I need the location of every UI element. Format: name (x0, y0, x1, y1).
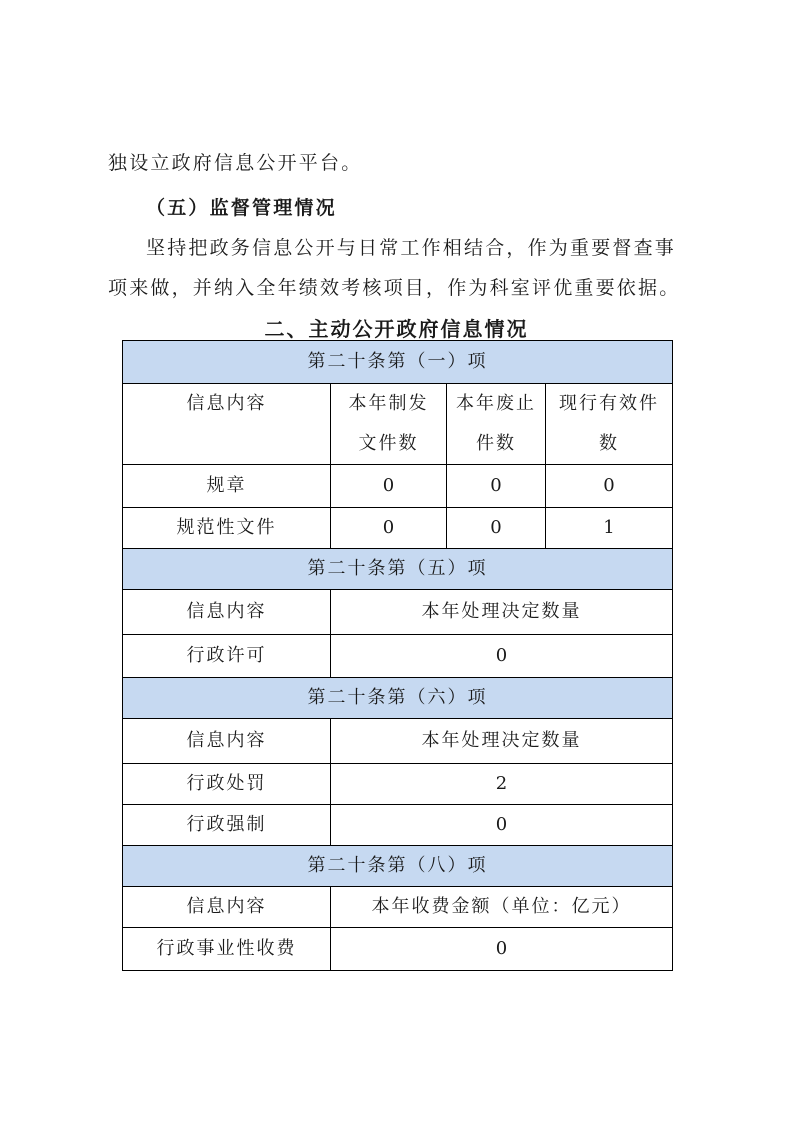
cell-abolished: 0 (447, 465, 546, 508)
header-valid-line1: 现行有效件 (559, 393, 659, 414)
header-value: 本年处理决定数量 (331, 590, 673, 635)
paragraph-line: 独设立政府信息公开平台。 (108, 152, 363, 174)
header-valid-line2: 数 (599, 433, 619, 454)
cell-abolished: 0 (447, 508, 546, 549)
header-issued-line1: 本年制发 (348, 393, 429, 414)
section-title: 第二十条第（一）项 (123, 341, 673, 384)
table-header-row (123, 384, 673, 465)
table-header-row (123, 887, 673, 928)
cell-issued: 0 (331, 465, 447, 508)
row-label: 行政事业性收费 (123, 928, 331, 971)
section-title: 第二十条第（五）项 (123, 549, 673, 590)
row-label: 行政许可 (123, 635, 331, 678)
header-value: 本年处理决定数量 (331, 719, 673, 764)
row-label: 行政强制 (123, 805, 331, 846)
header-abolished-line1: 本年废止 (456, 393, 536, 414)
header-info-content: 信息内容 (123, 590, 331, 635)
table-section-header (123, 341, 673, 384)
cell-value: 2 (331, 764, 673, 805)
header-info-content: 信息内容 (123, 719, 331, 764)
header-abolished (447, 384, 546, 465)
table-row (123, 465, 673, 508)
table-section-header (123, 549, 673, 590)
section-title: 第二十条第（六）项 (123, 678, 673, 719)
cell-value: 0 (331, 635, 673, 678)
section-heading: 二、主动公开政府信息情况 (264, 317, 529, 341)
table-section-header (123, 846, 673, 887)
table-header-row (123, 719, 673, 764)
table-row (123, 805, 673, 846)
cell-issued: 0 (331, 508, 447, 549)
header-abolished-line2: 件数 (476, 433, 516, 454)
header-info-content: 信息内容 (123, 887, 331, 928)
cell-valid: 0 (546, 465, 673, 508)
cell-valid: 1 (546, 508, 673, 549)
table-header-row (123, 590, 673, 635)
row-label: 规范性文件 (123, 508, 331, 549)
paragraph-line: 项来做，并纳入全年绩效考核项目，作为科室评优重要依据。 (108, 277, 681, 299)
header-value: 本年收费金额（单位：亿元） (331, 887, 673, 928)
cell-value: 0 (331, 928, 673, 971)
subheading: （五）监督管理情况 (146, 197, 337, 219)
row-label: 行政处罚 (123, 764, 331, 805)
cell-value: 0 (331, 805, 673, 846)
table-row (123, 635, 673, 678)
section-title: 第二十条第（八）项 (123, 846, 673, 887)
table-section-header (123, 678, 673, 719)
header-issued-line2: 文件数 (358, 433, 419, 454)
header-info-content: 信息内容 (123, 384, 331, 465)
table-row (123, 764, 673, 805)
info-table (122, 340, 673, 971)
header-valid (546, 384, 673, 465)
table-row (123, 928, 673, 971)
table-row (123, 508, 673, 549)
header-issued (331, 384, 447, 465)
row-label: 规章 (123, 465, 331, 508)
paragraph-line: 坚持把政务信息公开与日常工作相结合，作为重要督查事 (146, 237, 677, 259)
